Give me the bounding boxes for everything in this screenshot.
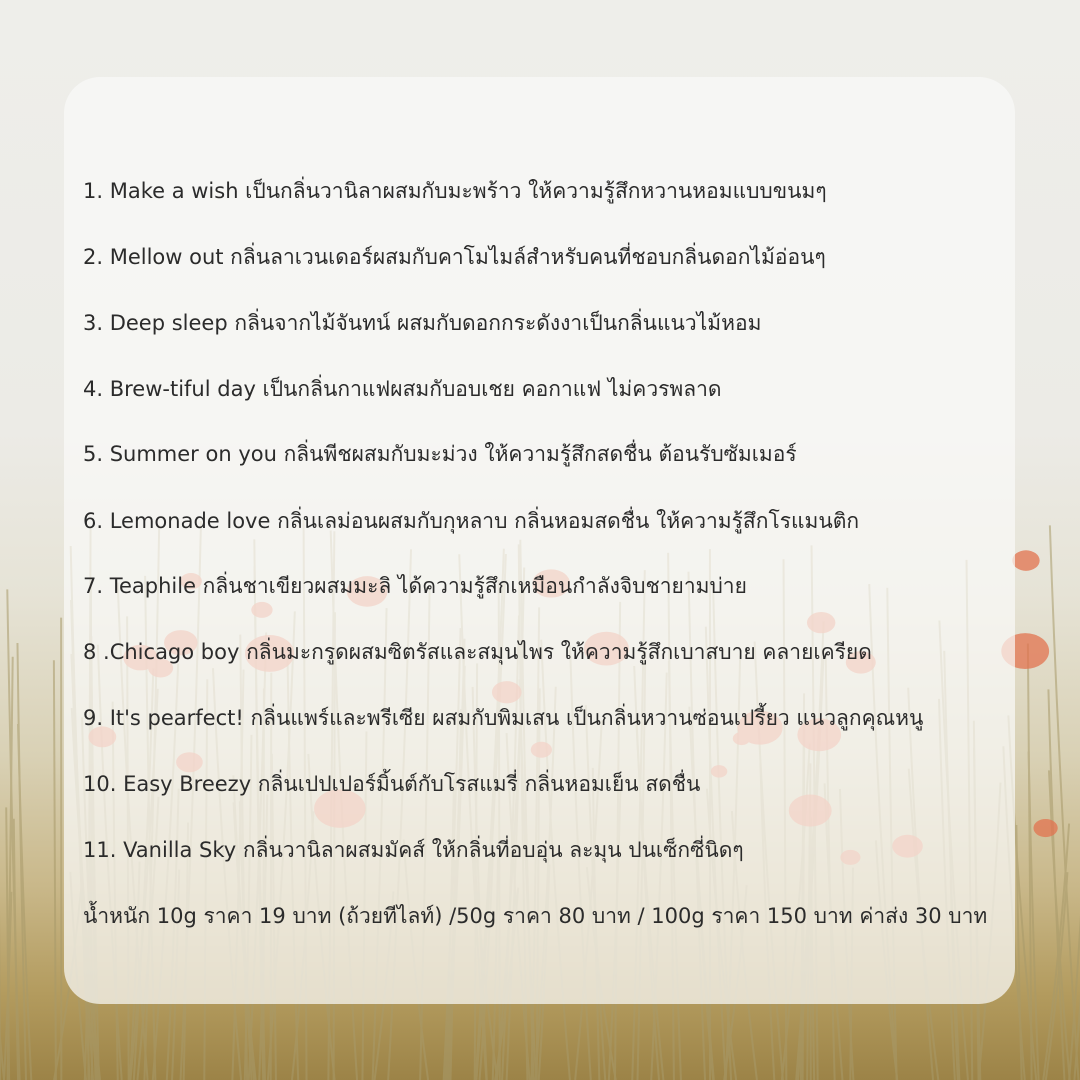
scent-item-9: 9. It's pearfect! กลิ่นแพร์และพรีเซีย ผสมกับพิมเสน เป็นกลิ่นหวานซ่อนเปรี้ยว แนวลูกคุณหนู <box>83 706 924 730</box>
scent-item-10: 10. Easy Breezy กลิ่นเปปเปอร์มิ้นต์กับโรสแมรี่ กลิ่นหอมเย็น สดชื่น <box>83 772 701 796</box>
scent-item-7: 7. Teaphile กลิ่นชาเขียวผสมมะลิ ได้ความรู้สึกเหมือนกำลังจิบชายามบ่าย <box>83 574 747 598</box>
scent-item-6: 6. Lemonade love กลิ่นเลม่อนผสมกับกุหลาบ กลิ่นหอมสดชื่น ให้ความรู้สึกโรแมนติก <box>83 509 860 533</box>
poppy <box>1012 550 1039 571</box>
scent-item-2: 2. Mellow out กลิ่นลาเวนเดอร์ผสมกับคาโมไมล์สำหรับคนที่ชอบกลิ่นดอกไม้อ่อนๆ <box>83 245 826 269</box>
scent-item-1: 1. Make a wish เป็นกลิ่นวานิลาผสมกับมะพร้าว ให้ความรู้สึกหวานหอมแบบขนมๆ <box>83 179 827 203</box>
scent-item-4: 4. Brew-tiful day เป็นกลิ่นกาแฟผสมกับอบเชย คอกาแฟ ไม่ควรพลาด <box>83 377 722 401</box>
scent-list-card <box>64 77 1015 1004</box>
price-info: น้ำหนัก 10g ราคา 19 บาท (ถ้วยทีไลท์) /50g ราคา 80 บาท / 100g ราคา 150 บาท ค่าส่ง 30 บาท <box>83 904 988 928</box>
poppy <box>1033 819 1057 837</box>
scent-item-8: 8 .Chicago boy กลิ่นมะกรูดผสมซิตรัสและสมุนไพร ให้ความรู้สึกเบาสบาย คลายเครียด <box>83 640 872 664</box>
grass-stem <box>54 660 56 1080</box>
scent-item-3: 3. Deep sleep กลิ่นจากไม้จันทน์ ผสมกับดอกกระดังงาเป็นกลิ่นแนวไม้หอม <box>83 311 762 335</box>
scent-item-5: 5. Summer on you กลิ่นพีชผสมกับมะม่วง ให้ความรู้สึกสดชื่น ต้อนรับซัมเมอร์ <box>83 442 797 466</box>
scent-item-11: 11. Vanilla Sky กลิ่นวานิลาผสมมัคส์ ให้กลิ่นที่อบอุ่น ละมุน ปนเซ็กซี่นิดๆ <box>83 838 744 862</box>
